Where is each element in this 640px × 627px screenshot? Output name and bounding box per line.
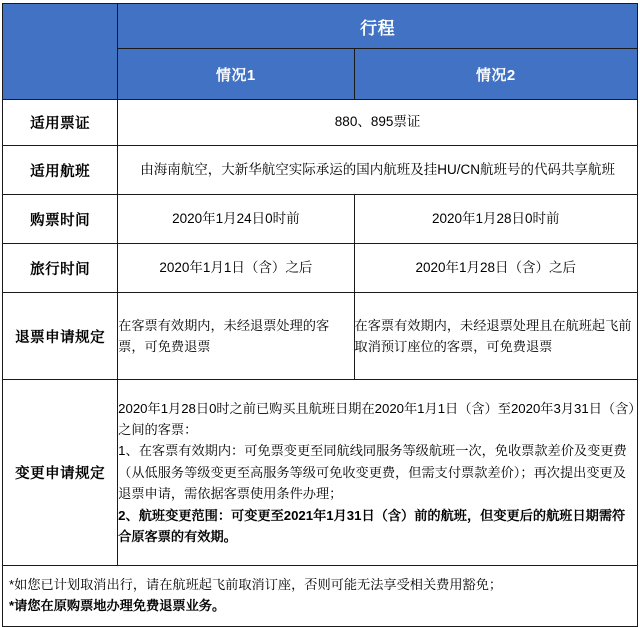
row-value-applicable-ticket: 880、895票证 bbox=[118, 100, 638, 146]
row-value-purchase-time-case2: 2020年1月28日0时前 bbox=[354, 195, 637, 244]
row-label-applicable-flight: 适用航班 bbox=[3, 146, 118, 195]
row-value-refund-rules-case1: 在客票有效期内，未经退票处理的客票，可免费退票 bbox=[118, 293, 354, 380]
header-case-2: 情况2 bbox=[354, 49, 637, 100]
row-value-travel-time-case1: 2020年1月1日（含）之后 bbox=[118, 244, 354, 293]
row-value-purchase-time-case1: 2020年1月24日0时前 bbox=[118, 195, 354, 244]
table-row-travel-time bbox=[3, 244, 638, 293]
change-rules-intro-paragraph: 2020年1月28日0时之前已购买且航班日期在2020年1月1日（含）至2020年3月31日（含）之间的客票： bbox=[118, 400, 635, 438]
table-header-row-group bbox=[3, 4, 638, 49]
header-group-itinerary: 行程 bbox=[118, 4, 638, 49]
header-case-1: 情况1 bbox=[118, 49, 354, 100]
table-row-applicable-ticket bbox=[3, 100, 638, 146]
change-rules-item-2: 2、航班变更范围：可变更至2021年1月31日（含）前的航班，但变更后的航班日期需符合原客票的有效期。 bbox=[118, 507, 626, 544]
table-row-applicable-flight bbox=[3, 146, 638, 195]
change-rules-item-1: 1、在客票有效期内：可免票变更至同航线同服务等级航班一次，免收票款差价及变更费（从低服务等级变更至高服务等级可免收变更费，但需支付票款差价）；再次提出变更及退票申请，需依据客票使用条件办理； bbox=[118, 443, 627, 502]
row-value-travel-time-case2: 2020年1月28日（含）之后 bbox=[354, 244, 637, 293]
footnote-1: *如您已计划取消出行，请在航班起飞前取消订座，否则可能无法享受相关费用豁免； bbox=[9, 577, 503, 592]
row-label-refund-rules: 退票申请规定 bbox=[3, 293, 118, 380]
row-value-applicable-flight: 由海南航空，大新华航空实际承运的国内航班及挂HU/CN航班号的代码共享航班 bbox=[118, 146, 638, 195]
footnotes-block bbox=[2, 566, 638, 627]
row-label-applicable-ticket: 适用票证 bbox=[3, 100, 118, 146]
row-value-refund-rules-case2: 在客票有效期内，未经退票处理且在航班起飞前取消预订座位的客票，可免费退票 bbox=[354, 293, 637, 380]
table-row-purchase-time bbox=[3, 195, 638, 244]
table-row-refund-rules bbox=[3, 293, 638, 380]
row-label-change-rules: 变更申请规定 bbox=[3, 380, 118, 566]
header-corner-blank-cell bbox=[3, 4, 118, 100]
row-value-change-rules bbox=[118, 380, 638, 566]
footnote-2: *请您在原购票地办理免费退票业务。 bbox=[9, 598, 226, 614]
row-label-purchase-time: 购票时间 bbox=[3, 195, 118, 244]
table-row-change-rules bbox=[3, 380, 638, 566]
refund-change-policy-table bbox=[2, 3, 638, 566]
row-label-travel-time: 旅行时间 bbox=[3, 244, 118, 293]
